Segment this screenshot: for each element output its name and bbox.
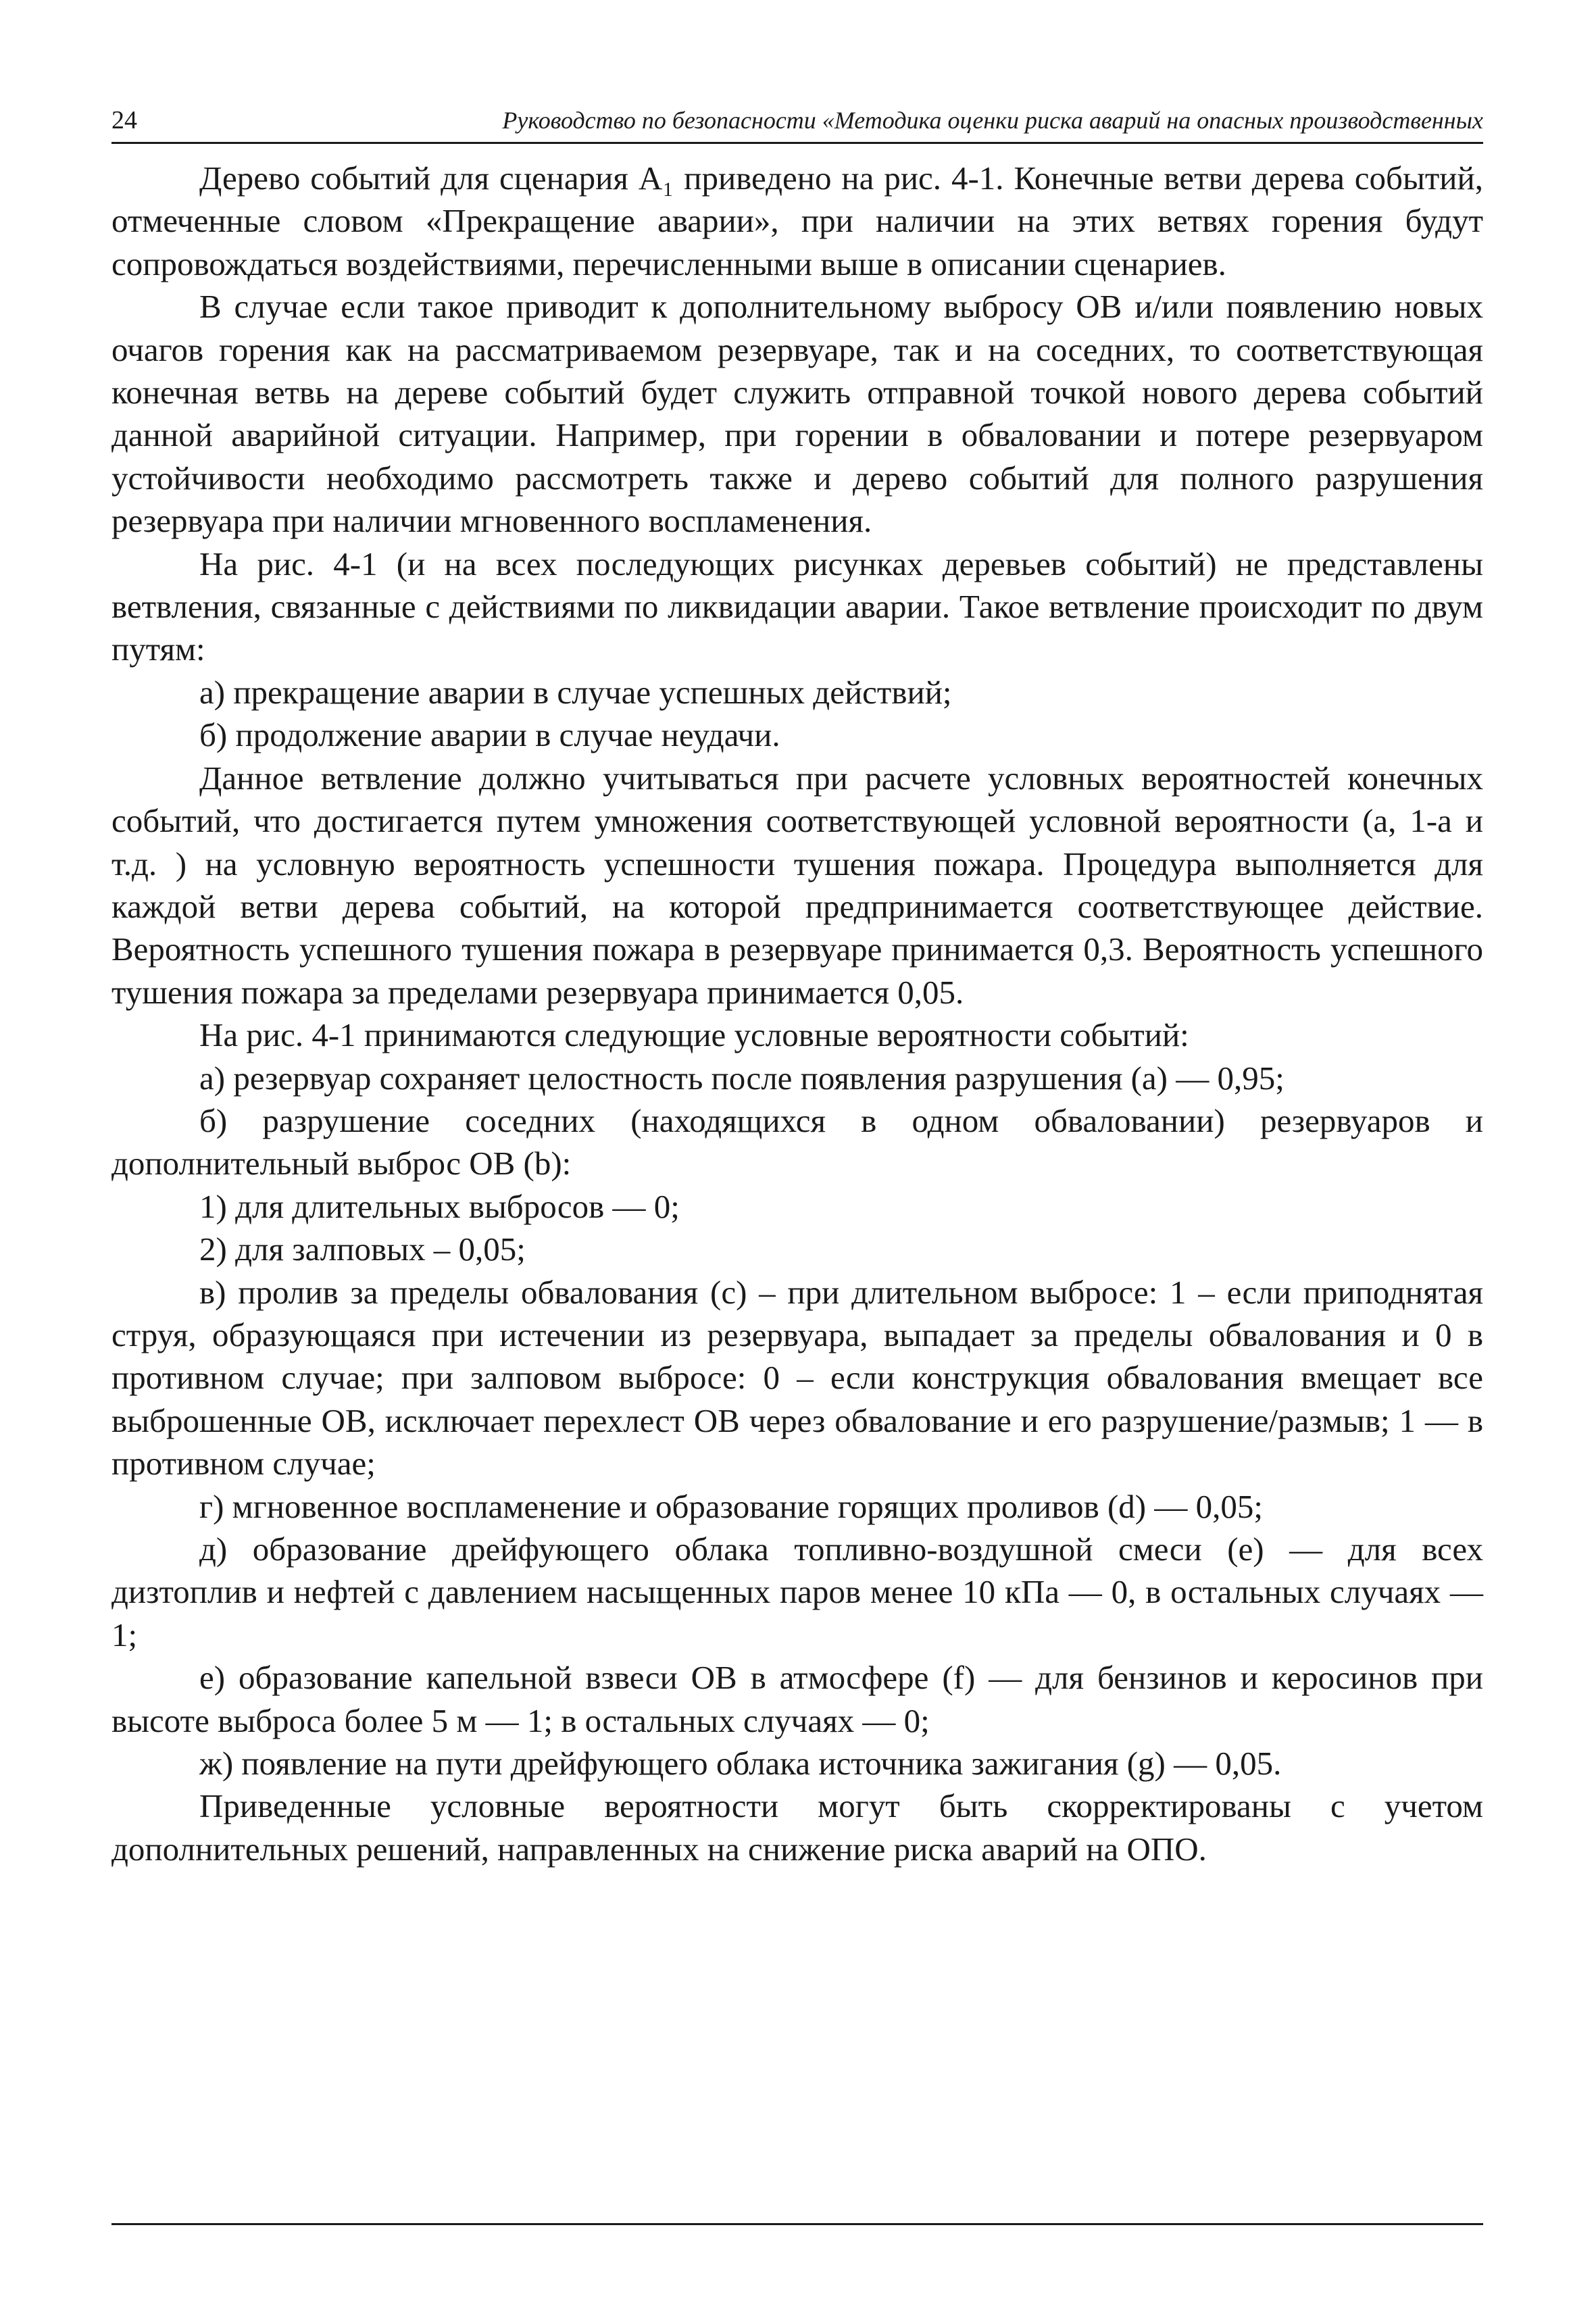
- list-item: г) мгновенное воспламенение и образование горящих проливов (d) — 0,05;: [199, 1487, 1263, 1525]
- running-title: Руководство по безопасности «Методика оценки риска аварий на опасных производственных: [502, 107, 1483, 134]
- list-item: д) образование дрейфующего облака топливно-воздушной смеси (e) — для всех дизтоплив и нефтей с давлением насыщенных паров менее 10 кПа — 0, в остальных случаях — 1;: [111, 1530, 1483, 1653]
- paragraph: Приведенные условные вероятности могут быть скорректированы с учетом дополнительных решений, направленных на снижение риска аварий на ОПО.: [111, 1787, 1483, 1868]
- page-header: [111, 101, 1483, 144]
- list-item: а) прекращение аварии в случае успешных действий;: [199, 673, 952, 711]
- list-item: а) резервуар сохраняет целостность после появления разрушения (a) — 0,95;: [199, 1059, 1285, 1097]
- paragraph: На рис. 4-1 принимаются следующие условные вероятности событий:: [199, 1016, 1189, 1054]
- list-item: 1) для длительных выбросов — 0;: [199, 1187, 680, 1225]
- list-item: в) пролив за пределы обвалования (c) – при длительном выбросе: 1 – если приподнятая струя, образующаяся при истечении из резервуара, выпадает за пределы обвалования и 0 в противном случае; при залповом выбросе: 0 – если конструкция обвалования вмещает все выброшенные ОВ, исключает перехлест ОВ через обвалование и его разрушение/размыв; 1 — в противном случае;: [111, 1273, 1483, 1483]
- list-item: б) разрушение соседних (находящихся в одном обваловании) резервуаров и дополнительный выброс ОВ (b):: [111, 1101, 1483, 1183]
- paragraph: Данное ветвление должно учитываться при расчете условных вероятностей конечных событий, что достигается путем умножения соответствующей условной вероятности (a, 1-a и т.д. ) на условную вероятность успешности тушения пожара. Процедура выполняется для каждой ветви дерева событий, на которой предпринимается соответствующее действие. Вероятность успешного тушения пожара в резервуаре принимается 0,3. Вероятность успешного тушения пожара за пределами резервуара принимается 0,05.: [111, 759, 1483, 1011]
- paragraph: В случае если такое приводит к дополнительному выбросу ОВ и/или появлению новых очагов горения как на рассматриваемом резервуаре, так и на соседних, то соответствующая конечная ветвь на дереве событий будет служить отправной точкой нового дерева событий данной аварийной ситуации. Например, при горении в обваловании и потере резервуаром устойчивости необходимо рассмотреть также и дерево событий для полного разрушения резервуара при наличии мгновенного воспламенения.: [111, 288, 1483, 540]
- footer-divider: [111, 2223, 1483, 2225]
- page-number: 24: [111, 106, 137, 134]
- body-text: [111, 157, 1483, 1870]
- list-item: е) образование капельной взвеси ОВ в атмосфере (f) — для бензинов и керосинов при высоте выброса более 5 м — 1; в остальных случаях — 0;: [111, 1659, 1483, 1739]
- list-item: б) продолжение аварии в случае неудачи.: [199, 716, 780, 754]
- paragraph: Дерево событий для сценария А₁ приведено на рис. 4-1. Конечные ветви дерева событий, отмеченные словом «Прекращение аварии», при наличии на этих ветвях горения будут сопровождаться воздействиями, перечисленными выше в описании сценариев.: [111, 159, 1483, 282]
- paragraph: На рис. 4-1 (и на всех последующих рисунках деревьев событий) не представлены ветвления, связанные с действиями по ликвидации аварии. Такое ветвление происходит по двум путям:: [111, 545, 1483, 668]
- list-item: 2) для залповых – 0,05;: [199, 1230, 526, 1268]
- list-item: ж) появление на пути дрейфующего облака источника зажигания (g) — 0,05.: [199, 1745, 1282, 1783]
